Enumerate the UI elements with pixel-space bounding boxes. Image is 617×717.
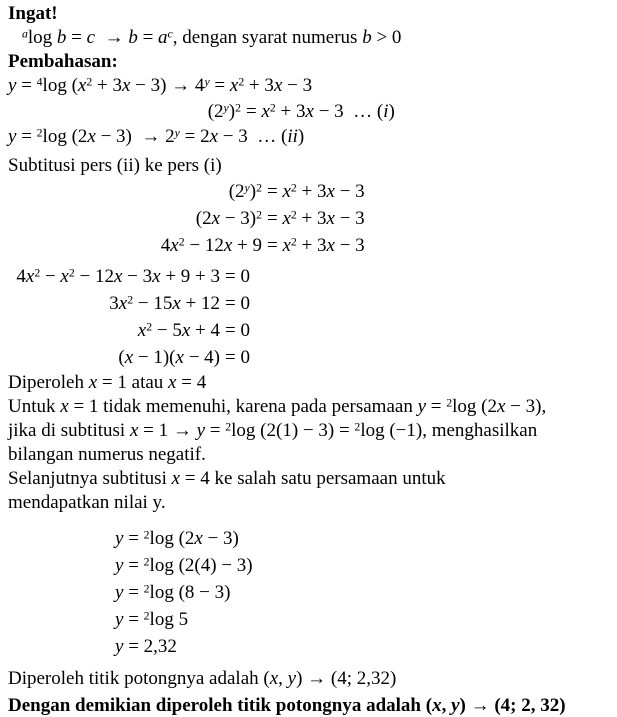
text-run: = xyxy=(267,208,283,229)
text-run: ) xyxy=(228,101,236,122)
superscript: 2 xyxy=(36,126,43,140)
text-run: − 4) xyxy=(183,347,220,368)
equation-subst-2 xyxy=(0,205,617,232)
text-run: Diperoleh titik potongnya adalah ( xyxy=(8,668,270,689)
text-run: − 3) xyxy=(202,528,239,549)
superscript: 2 xyxy=(178,235,185,249)
text-run: − 3 … ( xyxy=(218,126,288,147)
text-run: − 1)( xyxy=(133,347,176,368)
equation-lhs xyxy=(8,344,220,371)
equation-rhs xyxy=(262,205,365,232)
text-run: − 3), xyxy=(505,396,547,417)
text-run: y xyxy=(115,609,124,630)
text-run: + 12 xyxy=(180,293,220,314)
text-run: = xyxy=(16,126,37,147)
text-run: x xyxy=(25,266,35,287)
superscript: 2 xyxy=(290,235,297,249)
heading-ingat xyxy=(0,2,617,26)
superscript: y xyxy=(174,126,180,140)
superscript: 2 xyxy=(34,266,41,280)
text-run: x xyxy=(305,101,314,122)
equation-rhs xyxy=(220,290,250,317)
superscript: 2 xyxy=(143,528,150,542)
text-run: i xyxy=(383,101,389,122)
text-run: Pembahasan: xyxy=(8,51,118,72)
text-run: ) → (4; 2, 32) xyxy=(459,695,566,716)
text-run: − 3 xyxy=(122,266,153,287)
text-run: = 1 tidak memenuhi, karena pada persamaan xyxy=(68,396,418,417)
text-run: = 4 ke salah satu persamaan untuk xyxy=(180,468,446,489)
text-run: Ingat! xyxy=(8,3,58,24)
superscript: 2 xyxy=(143,609,150,623)
text-run: , xyxy=(441,695,452,716)
text-run: x xyxy=(269,668,279,689)
text-run: x xyxy=(223,235,233,256)
text-run: , dengan syarat numerus xyxy=(172,27,363,48)
text-run: x xyxy=(77,75,87,96)
equation-quadratic-2 xyxy=(0,290,617,317)
equation-lhs xyxy=(8,290,220,317)
text-run: − 3 xyxy=(282,75,313,96)
text-run: , xyxy=(278,668,288,689)
text-mendapatkan-y xyxy=(0,491,617,515)
text-run: x xyxy=(118,293,128,314)
superscript: 2 xyxy=(235,101,241,115)
equation-y-step-4 xyxy=(0,606,617,633)
text-run: mendapatkan nilai y. xyxy=(8,492,166,513)
text-run: = 1 → xyxy=(138,420,197,441)
equation-subst-3 xyxy=(0,232,617,259)
text-run: x xyxy=(170,235,179,256)
text-run: = 0 xyxy=(225,293,250,314)
heading-pembahasan xyxy=(0,50,617,74)
text-run: ) xyxy=(249,181,257,202)
text-run: = xyxy=(267,235,283,256)
text-run: − 3 … ( xyxy=(313,101,384,122)
equation-quadratic-1 xyxy=(0,263,617,290)
text-run: = xyxy=(123,555,144,576)
equation-rhs xyxy=(220,317,250,344)
text-run: 3 xyxy=(109,293,119,314)
superscript: 2 xyxy=(146,320,153,334)
text-run: − 3 xyxy=(334,208,365,229)
text-run: − 12 xyxy=(74,266,114,287)
formula-log-rule xyxy=(0,26,617,50)
text-run: = 2,32 xyxy=(123,636,177,657)
text-run: Untuk xyxy=(8,396,61,417)
equation-lhs xyxy=(8,317,220,344)
text-run: x xyxy=(124,347,134,368)
superscript: 2 xyxy=(68,266,75,280)
text-run: log (2 xyxy=(452,396,497,417)
text-run: x xyxy=(326,235,335,256)
superscript: 2 xyxy=(290,208,297,222)
text-run: = 0 xyxy=(225,266,250,287)
text-run: log xyxy=(27,27,57,48)
equation-subst-1 xyxy=(0,178,617,205)
text-run: + 4 xyxy=(190,320,220,341)
text-run: = xyxy=(123,582,144,603)
equation-lhs xyxy=(8,232,262,259)
text-run: x xyxy=(113,266,123,287)
text-run: ) xyxy=(297,126,305,147)
equation-rhs xyxy=(241,98,395,125)
equation-lhs xyxy=(8,178,262,205)
text-jika-subtitusi xyxy=(0,419,617,443)
equation-y-log4 xyxy=(0,74,617,98)
equation-y-result xyxy=(0,633,617,660)
text-run: y xyxy=(287,668,297,689)
equation-rhs xyxy=(262,232,365,259)
text-run: − 3 xyxy=(334,181,365,202)
text-run: + 3 xyxy=(296,235,327,256)
text-run: y xyxy=(8,75,17,96)
superscript: c xyxy=(167,27,173,41)
text-run: + 3 xyxy=(92,75,122,96)
text-bilangan-negatif xyxy=(0,443,617,467)
text-diperoleh-x xyxy=(0,371,617,395)
text-run: Subtitusi pers (ii) ke pers (i) xyxy=(8,155,222,176)
text-run: b xyxy=(128,27,138,48)
text-run: + 3 xyxy=(244,75,274,96)
text-run: + 9 + 3 xyxy=(160,266,220,287)
text-run: log (2(4) − 3) xyxy=(149,555,253,576)
equation-y-step-2 xyxy=(0,552,617,579)
text-run: x xyxy=(137,320,147,341)
text-run: bilangan numerus negatif. xyxy=(8,444,206,465)
superscript: 2 xyxy=(290,181,297,195)
superscript: y xyxy=(204,75,210,89)
text-run: = xyxy=(267,181,283,202)
equation-quadratic-3 xyxy=(0,317,617,344)
text-run: jika di subtitusi xyxy=(8,420,130,441)
text-run: y xyxy=(115,582,124,603)
superscript: a xyxy=(22,27,28,41)
superscript: 2 xyxy=(127,293,134,307)
equation-y-step-1 xyxy=(0,525,617,552)
superscript: 2 xyxy=(269,101,276,115)
conclusion xyxy=(0,694,617,717)
superscript: 2 xyxy=(143,582,150,596)
equation-lhs xyxy=(8,98,241,125)
text-run: x xyxy=(282,235,291,256)
text-run: x xyxy=(273,75,283,96)
text-run: x xyxy=(211,208,221,229)
superscript: 2 xyxy=(225,420,232,434)
text-run: x xyxy=(175,347,184,368)
text-run: x xyxy=(282,208,291,229)
text-run: = 0 xyxy=(225,347,250,368)
text-run: = 1 atau xyxy=(97,372,169,393)
text-run: Dengan demikian diperoleh titik potongnya adalah ( xyxy=(8,695,433,716)
text-run: x xyxy=(121,75,131,96)
superscript: 2 xyxy=(86,75,93,89)
superscript: 2 xyxy=(256,208,262,222)
text-run: − 3) → 4 xyxy=(130,75,205,96)
text-run: x xyxy=(181,320,191,341)
text-run: a xyxy=(158,27,168,48)
text-run: ) → (4; 2,32) xyxy=(296,668,397,689)
text-run: x xyxy=(261,101,270,122)
text-run: Selanjutnya subtitusi xyxy=(8,468,172,489)
superscript: 2 xyxy=(354,420,361,434)
text-run: = xyxy=(16,75,37,96)
text-run: log (2 xyxy=(42,126,88,147)
text-run: = xyxy=(123,528,144,549)
text-run: > 0 xyxy=(371,27,402,48)
text-run: = xyxy=(246,101,262,122)
equation-i xyxy=(0,98,617,125)
equation-factored xyxy=(0,344,617,371)
text-run: ) xyxy=(388,101,395,122)
text-run: y xyxy=(115,555,124,576)
text-run: log (2(1) − 3) = xyxy=(231,420,355,441)
superscript: y xyxy=(223,101,229,115)
text-selanjutnya xyxy=(0,467,617,491)
text-run: ii xyxy=(287,126,298,147)
equation-y-step-3 xyxy=(0,579,617,606)
text-run: = 0 xyxy=(225,320,250,341)
text-run: x xyxy=(129,420,139,441)
text-run: x xyxy=(171,468,181,489)
superscript: 2 xyxy=(256,181,262,195)
text-substitusi xyxy=(0,154,617,178)
text-run: x xyxy=(168,372,177,393)
superscript: 4 xyxy=(36,75,43,89)
text-run: c xyxy=(86,27,96,48)
text-run: x xyxy=(326,208,335,229)
text-run: = xyxy=(137,27,159,48)
text-run: y xyxy=(115,636,124,657)
text-titik-potong xyxy=(0,667,617,691)
text-run: x xyxy=(60,266,69,287)
text-run: x xyxy=(172,293,181,314)
text-run: y xyxy=(196,420,206,441)
equation-rhs xyxy=(220,263,250,290)
text-run: = xyxy=(426,396,447,417)
text-run: log (2 xyxy=(149,528,195,549)
text-run: log ( xyxy=(42,75,78,96)
text-run: + 9 xyxy=(232,235,262,256)
text-run: − 3) xyxy=(220,208,257,229)
text-run: y xyxy=(417,396,427,417)
text-run: x xyxy=(496,396,506,417)
equation-lhs xyxy=(8,263,220,290)
text-run: b xyxy=(362,27,372,48)
text-run: 4 xyxy=(16,266,26,287)
text-run: = xyxy=(66,27,87,48)
equation-rhs xyxy=(262,178,365,205)
text-run: − 3) → 2 xyxy=(95,126,175,147)
text-run: = 2 xyxy=(179,126,210,147)
text-run: y xyxy=(451,695,460,716)
text-run: x xyxy=(282,181,291,202)
text-run: (2 xyxy=(207,101,224,122)
equation-ii xyxy=(0,125,617,149)
text-run: y xyxy=(115,528,124,549)
text-run: log (8 − 3) xyxy=(149,582,231,603)
superscript: y xyxy=(244,181,250,195)
text-run: (2 xyxy=(228,181,245,202)
superscript: 2 xyxy=(143,555,150,569)
text-run: x xyxy=(152,266,161,287)
text-run: x xyxy=(209,126,219,147)
text-run: x xyxy=(432,695,442,716)
text-run: ( xyxy=(118,347,125,368)
text-run: Diperoleh xyxy=(8,372,89,393)
text-run: b xyxy=(56,27,67,48)
text-run: log 5 xyxy=(149,609,189,630)
text-run: x xyxy=(326,181,335,202)
superscript: 2 xyxy=(446,396,453,410)
text-run: − 12 xyxy=(184,235,224,256)
text-run: x xyxy=(88,372,98,393)
text-run: − 3 xyxy=(334,235,365,256)
text-run: + 3 xyxy=(296,181,327,202)
text-run: + 3 xyxy=(275,101,306,122)
text-run: log (−1), menghasilkan xyxy=(360,420,538,441)
text-run: = xyxy=(205,420,226,441)
text-run: = xyxy=(123,609,144,630)
text-run: (2 xyxy=(195,208,212,229)
text-run: = 4 xyxy=(176,372,207,393)
text-run: x xyxy=(87,126,96,147)
text-untuk-x1 xyxy=(0,395,617,419)
text-run: → xyxy=(95,27,129,48)
text-run: = xyxy=(209,75,230,96)
text-run: − 5 xyxy=(152,320,182,341)
text-run: x xyxy=(60,396,69,417)
text-run: y xyxy=(8,126,17,147)
equation-lhs xyxy=(8,205,262,232)
text-run: + 3 xyxy=(296,208,327,229)
text-run: x xyxy=(229,75,239,96)
text-run: − xyxy=(40,266,61,287)
equation-rhs xyxy=(220,344,250,371)
text-run: − 15 xyxy=(133,293,173,314)
text-run: 4 xyxy=(160,235,171,256)
text-run: x xyxy=(194,528,203,549)
superscript: 2 xyxy=(238,75,245,89)
